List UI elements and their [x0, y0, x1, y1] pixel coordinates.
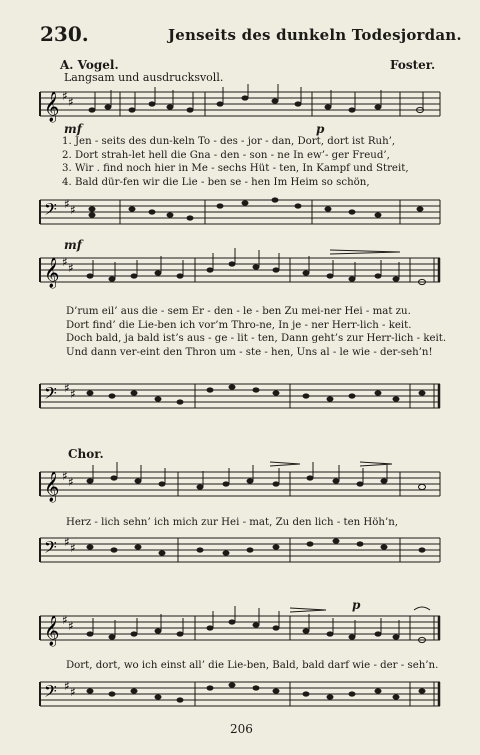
verse-line: 2. Dort strah-let hell die Gna - den - son - ne In ew’- ger Freud’, [62, 149, 390, 161]
chorus-lyric-line-2: Dort, dort, wo ich einst all’ die Lie-ben, Bald, bald darf wie - der - seh’n. [66, 660, 439, 671]
verse-line: 1. Jen - seits des dun-keln To - des - jor - dan, Dort, dort ist Ruh’, [62, 136, 396, 147]
hymn-number: 230. [40, 22, 89, 46]
system-1-bass-staff [0, 194, 480, 244]
system-2-bass-staff [0, 378, 480, 428]
svg-text:♯: ♯ [68, 619, 74, 633]
dynamic-p-1: p [316, 122, 325, 136]
svg-text:𝄞: 𝄞 [44, 472, 60, 502]
chorus-lyric-line-1: Herz - lich sehn’ ich mich zur Hei - mat, Zu den lich - ten Höh’n, [66, 517, 399, 528]
system-1-verses [62, 135, 409, 189]
chorus-treble-staff-2 [0, 602, 480, 662]
svg-text:𝄞: 𝄞 [44, 258, 60, 288]
dynamic-mf-1: mf [64, 122, 82, 136]
system-2-verses [66, 305, 446, 359]
svg-text:𝄞: 𝄞 [44, 616, 60, 646]
hymn-title: Jenseits des dunkeln Todesjordan. [168, 26, 462, 44]
svg-text:𝄢: 𝄢 [44, 199, 57, 223]
author-credit: A. Vogel. [60, 58, 119, 72]
verse-line: Und dann ver-eint den Thron um - ste - hen, Uns al - le wie - der-seh’n! [66, 346, 433, 358]
svg-text:♯: ♯ [70, 387, 76, 401]
verse-line: 4. Bald dür-fen wir die Lie - ben se - hen Im Heim so schön, [62, 176, 370, 188]
svg-text:♯: ♯ [62, 469, 68, 483]
dynamic-p-chorus: p [352, 598, 361, 612]
svg-text:𝄞: 𝄞 [44, 92, 60, 122]
verse-line: Doch bald, ja bald ist’s aus - ge - lit - ten, Dann geht’s zur Herr-lich - keit. [66, 333, 447, 345]
svg-text:♯: ♯ [70, 541, 76, 555]
svg-text:♯: ♯ [64, 679, 70, 693]
svg-text:𝄢: 𝄢 [44, 537, 57, 561]
svg-text:𝄢: 𝄢 [44, 383, 57, 407]
dynamic-mf-2: mf [64, 238, 82, 252]
svg-text:♯: ♯ [70, 685, 76, 699]
svg-text:♯: ♯ [64, 535, 70, 549]
chorus-bass-staff-2 [0, 676, 480, 726]
chorus-treble-staff-1 [0, 458, 480, 518]
chorus-bass-staff-1 [0, 532, 480, 582]
svg-text:♯: ♯ [62, 613, 68, 627]
svg-text:♯: ♯ [64, 381, 70, 395]
svg-text:♯: ♯ [68, 261, 74, 275]
svg-text:♯: ♯ [68, 95, 74, 109]
verse-line: Dort find’ die Lie-ben ich vor’m Thro-ne, In je - ner Herr-lich - keit. [66, 319, 412, 331]
svg-text:♯: ♯ [70, 203, 76, 217]
svg-text:♯: ♯ [64, 197, 70, 211]
svg-text:♯: ♯ [62, 89, 68, 103]
svg-text:♯: ♯ [68, 475, 74, 489]
system-2-treble-staff [0, 248, 480, 308]
verse-line: 3. Wir . find noch hier in Me - sechs Hüt - ten, In Kampf und Streit, [62, 163, 409, 175]
tempo-marking: Langsam und ausdrucksvoll. [64, 71, 224, 84]
svg-text:𝄢: 𝄢 [44, 681, 57, 705]
chorus-label: Chor. [68, 447, 104, 461]
svg-text:♯: ♯ [62, 255, 68, 269]
verse-line: D’rum eil’ aus die - sem Er - den - le - ben Zu mei-ner Hei - mat zu. [66, 306, 411, 317]
composer-credit: Foster. [390, 58, 436, 72]
page-number: 206 [230, 722, 253, 736]
